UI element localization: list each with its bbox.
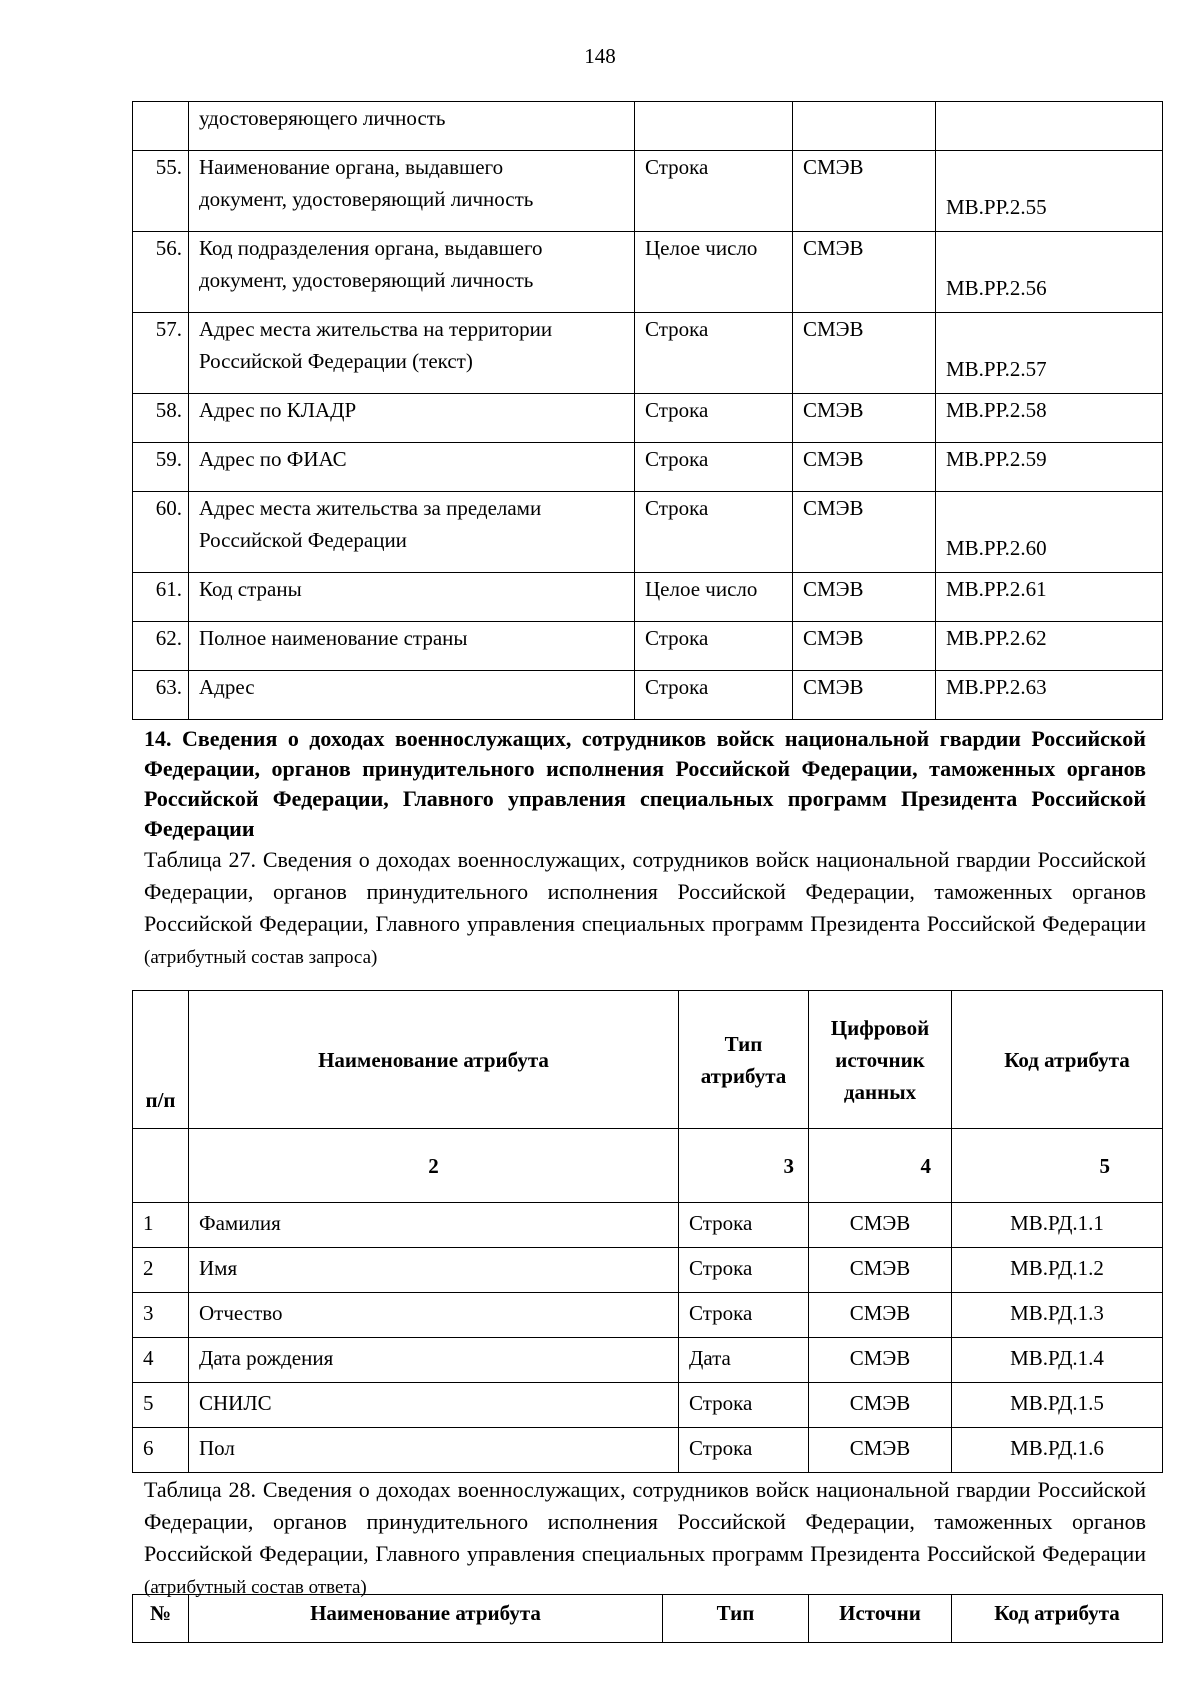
table-row [133,443,1163,492]
attribute-name: Дата рождения [189,1338,679,1383]
attribute-type: Строка [679,1293,809,1338]
attribute-name [189,232,635,313]
row-number: 60. [133,492,189,573]
attribute-source: СМЭВ [793,394,936,443]
table-row [133,573,1163,622]
table-row [133,313,1163,394]
attribute-code: МВ.РД.1.2 [952,1248,1163,1293]
attribute-name [189,151,635,232]
table-row [133,1293,1163,1338]
row-number: 56. [133,232,189,313]
row-number: 6 [133,1428,189,1473]
attribute-source: СМЭВ [809,1383,952,1428]
attribute-code: МВ.РР.2.59 [936,443,1163,492]
attribute-name-line: Адрес по КЛАДР [199,398,357,422]
attribute-type: Строка [635,671,793,720]
attribute-code: МВ.РР.2.56 [936,232,1163,313]
attribute-name-line: Наименование органа, выдавшего [199,155,504,179]
table27 [132,990,1163,1473]
attribute-code: МВ.РД.1.6 [952,1428,1163,1473]
row-number: 62. [133,622,189,671]
table28-caption-main: Таблица 28. Сведения о доходах военнослужащих, сотрудников войск национальной гвардии Российской Федерации, органов принудительного исполнения Российской Федерации, таможенных органов Российской Федерации, Главного управления специальных программ Президента Российской Федерации [144,1477,1146,1566]
header-name: Наименование атрибута [189,991,679,1129]
attribute-source: СМЭВ [793,573,936,622]
attribute-type: Целое число [635,573,793,622]
table28 [132,1594,1163,1643]
attribute-type: Строка [679,1428,809,1473]
attributes-table-continued [132,101,1163,720]
header-source: Цифровой источник данных [809,991,952,1129]
attribute-name: Имя [189,1248,679,1293]
row-number [133,102,189,151]
numbering-5: 5 [952,1129,1163,1203]
attribute-name-line: Российской Федерации [199,528,407,552]
table-row [133,622,1163,671]
attribute-name [189,394,635,443]
attribute-name-line: Код страны [199,577,302,601]
table-row [133,1203,1163,1248]
attribute-source: СМЭВ [809,1428,952,1473]
attribute-name [189,492,635,573]
attribute-name: Пол [189,1428,679,1473]
table-row [133,1338,1163,1383]
row-number: 57. [133,313,189,394]
attribute-name-line: Российской Федерации (текст) [199,349,473,373]
attribute-source: СМЭВ [793,671,936,720]
attribute-name-line: Код подразделения органа, выдавшего [199,236,543,260]
attribute-name-line: Адрес места жительства на территории [199,317,553,341]
header-num: п/п [133,991,189,1129]
table27-caption-note: (атрибутный состав запроса) [144,947,378,968]
attribute-code [936,102,1163,151]
attribute-name: Фамилия [189,1203,679,1248]
row-number: 1 [133,1203,189,1248]
row-number: 59. [133,443,189,492]
attribute-code: МВ.РР.2.63 [936,671,1163,720]
attribute-code: МВ.РР.2.62 [936,622,1163,671]
attribute-source: СМЭВ [809,1203,952,1248]
attribute-type: Строка [679,1203,809,1248]
attribute-code: МВ.РР.2.60 [936,492,1163,573]
table-row [133,151,1163,232]
attribute-name [189,102,635,151]
attribute-type: Дата [679,1338,809,1383]
t28-header-type: Тип [663,1595,809,1643]
attribute-type: Строка [679,1383,809,1428]
attribute-code: МВ.РД.1.1 [952,1203,1163,1248]
attribute-source [793,102,936,151]
attribute-source: СМЭВ [809,1338,952,1383]
attribute-source: СМЭВ [793,232,936,313]
attribute-code: МВ.РД.1.3 [952,1293,1163,1338]
attribute-name-line: удостоверяющего личность [199,106,446,130]
section-heading: 14. Сведения о доходах военнослужащих, сотрудников войск национальной гвардии Российской Федерации, органов принудительного исполнения Российской Федерации, таможенных органов Российской Федерации, Главного управления специальных программ Президента Российской Федерации [144,726,1146,841]
attribute-code: МВ.РР.2.57 [936,313,1163,394]
attribute-source: СМЭВ [793,313,936,394]
attribute-code: МВ.РР.2.55 [936,151,1163,232]
header-code: Код атрибута [952,991,1163,1129]
attribute-name-line: Адрес по ФИАС [199,447,347,471]
table28-caption-note: (атрибутный состав ответа) [144,1577,367,1598]
row-number: 3 [133,1293,189,1338]
t28-header-code: Код атрибута [952,1595,1163,1643]
attribute-source: СМЭВ [809,1248,952,1293]
attribute-name: СНИЛС [189,1383,679,1428]
numbering-1 [133,1129,189,1203]
row-number: 55. [133,151,189,232]
attribute-code: МВ.РД.1.4 [952,1338,1163,1383]
row-number: 2 [133,1248,189,1293]
attribute-name-line: документ, удостоверяющий личность [199,268,534,292]
attribute-type: Строка [635,394,793,443]
attribute-type: Строка [635,443,793,492]
table-row [133,492,1163,573]
attribute-name [189,622,635,671]
page-number: 148 [584,44,616,68]
table-row [133,1383,1163,1428]
attribute-code: МВ.РД.1.5 [952,1383,1163,1428]
row-number: 58. [133,394,189,443]
attribute-code: МВ.РР.2.58 [936,394,1163,443]
attribute-source: СМЭВ [793,622,936,671]
table-row [133,671,1163,720]
attribute-name-line: Полное наименование страны [199,626,468,650]
attribute-code: МВ.РР.2.61 [936,573,1163,622]
attribute-type [635,102,793,151]
row-number: 61. [133,573,189,622]
numbering-2: 2 [189,1129,679,1203]
numbering-3: 3 [679,1129,809,1203]
attribute-type: Строка [635,492,793,573]
attribute-type: Строка [635,622,793,671]
attribute-name-line: Адрес места жительства за пределами [199,496,542,520]
t28-header-name: Наименование атрибута [189,1595,663,1643]
numbering-4: 4 [809,1129,952,1203]
attribute-type: Строка [635,313,793,394]
table27-caption-main: Таблица 27. Сведения о доходах военнослужащих, сотрудников войск национальной гвардии Российской Федерации, органов принудительного исполнения Российской Федерации, таможенных органов Российской Федерации, Главного управления специальных программ Президента Российской Федерации [144,847,1146,936]
table-row [133,102,1163,151]
attribute-name [189,313,635,394]
attribute-source: СМЭВ [793,151,936,232]
attribute-name: Отчество [189,1293,679,1338]
t28-header-source: Источни [809,1595,952,1643]
header-type: Тип атрибута [679,991,809,1129]
attribute-source: СМЭВ [809,1293,952,1338]
attribute-name [189,671,635,720]
table-row [133,1248,1163,1293]
attribute-name [189,443,635,492]
attribute-source: СМЭВ [793,443,936,492]
table27-caption [144,844,1146,974]
attribute-source: СМЭВ [793,492,936,573]
table28-caption [144,1474,1146,1604]
attribute-type: Строка [679,1248,809,1293]
row-number: 63. [133,671,189,720]
table-row [133,1428,1163,1473]
attribute-name-line: документ, удостоверяющий личность [199,187,534,211]
table-row [133,394,1163,443]
row-number: 5 [133,1383,189,1428]
row-number: 4 [133,1338,189,1383]
attribute-name [189,573,635,622]
table-row [133,232,1163,313]
attribute-type: Целое число [635,232,793,313]
attribute-name-line: Адрес [199,675,255,699]
t28-header-num: № [133,1595,189,1643]
attribute-type: Строка [635,151,793,232]
